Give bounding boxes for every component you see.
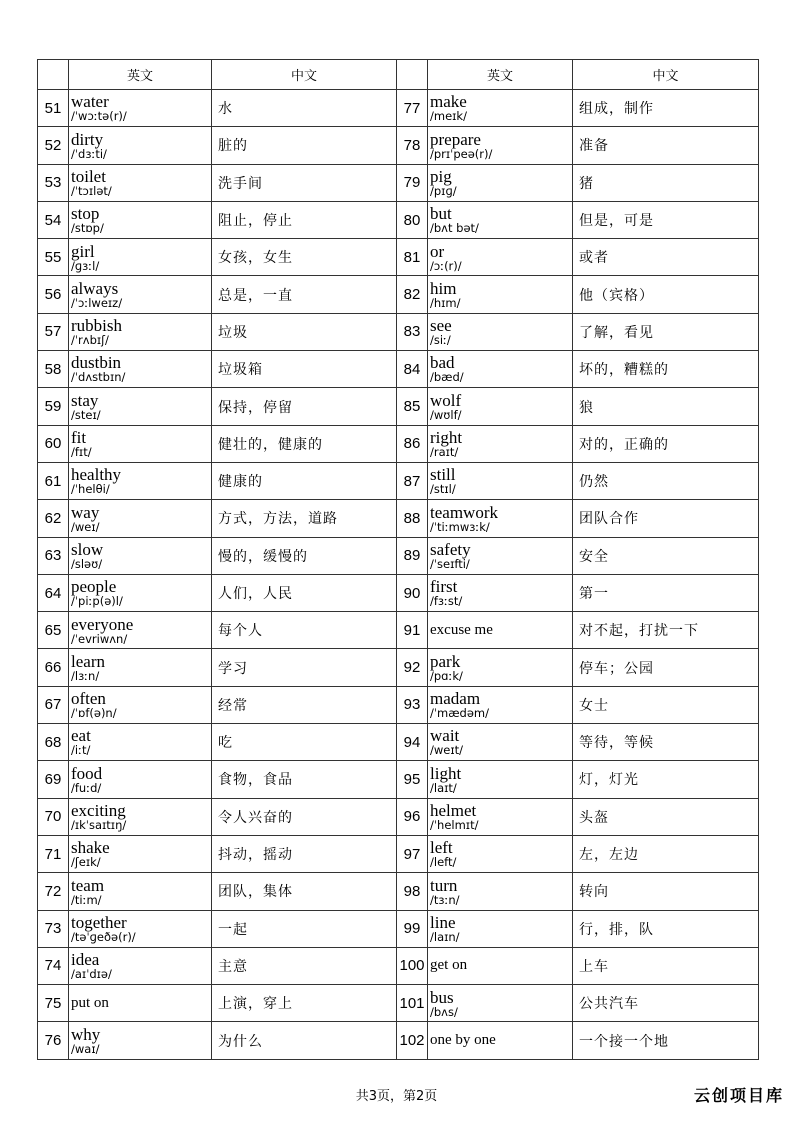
english-word: left: [430, 838, 453, 858]
table-row: [38, 686, 759, 723]
entry-number: 90: [397, 574, 428, 611]
english-word: stop: [71, 204, 100, 224]
entry-english-cell: [69, 425, 212, 462]
chinese-meaning: 他（宾格）: [573, 276, 759, 313]
entry-number: 51: [38, 90, 69, 127]
entry-number: 68: [38, 724, 69, 761]
phonetic: /ˈseɪfti/: [430, 556, 470, 571]
english-word: light: [430, 763, 462, 783]
phonetic: /bʌs/: [430, 1004, 458, 1019]
phonetic: /ɪkˈsaɪtɪŋ/: [71, 818, 127, 833]
chinese-meaning: 对不起，打扰一下: [573, 612, 759, 649]
phonetic: /fuːd/: [71, 780, 102, 795]
phonetic: /hɪm/: [430, 295, 461, 310]
table-row: [38, 239, 759, 276]
entry-number: 86: [397, 425, 428, 462]
table-row: [38, 761, 759, 798]
chinese-meaning: 头盔: [573, 798, 759, 835]
entry-english-cell: [428, 239, 573, 276]
phonetic: /ˈtiːmwɜːk/: [430, 519, 490, 534]
phonetic: /siː/: [430, 333, 451, 348]
entry-english-cell: [428, 798, 573, 835]
chinese-meaning: 洗手间: [212, 164, 397, 201]
entry-number: 73: [38, 910, 69, 947]
english-word: excuse me: [430, 621, 493, 638]
entry-number: 72: [38, 873, 69, 910]
table-row: [38, 201, 759, 238]
english-word: still: [430, 465, 456, 485]
entry-number: 77: [397, 90, 428, 127]
header-chinese-right: 中文: [573, 60, 759, 90]
entry-english-cell: [428, 686, 573, 723]
table-row: [38, 835, 759, 872]
table-header: [38, 60, 759, 90]
english-word: food: [71, 763, 103, 783]
english-word: bad: [430, 353, 455, 373]
entry-english-cell: [428, 873, 573, 910]
chinese-meaning: 仍然: [573, 462, 759, 499]
entry-english-cell: [428, 761, 573, 798]
entry-english-cell: [428, 500, 573, 537]
english-word: park: [430, 651, 461, 671]
table-row: [38, 164, 759, 201]
entry-english-cell: [69, 388, 212, 425]
chinese-meaning: 吃: [212, 724, 397, 761]
entry-number: 70: [38, 798, 69, 835]
entry-english-cell: [69, 798, 212, 835]
entry-number: 65: [38, 612, 69, 649]
english-word: slow: [71, 539, 104, 559]
chinese-meaning: 人们，人民: [212, 574, 397, 611]
english-word: but: [430, 204, 452, 224]
chinese-meaning: 团队，集体: [212, 873, 397, 910]
table-row: [38, 276, 759, 313]
english-word: madam: [430, 689, 481, 709]
table-row: [38, 537, 759, 574]
chinese-meaning: 上演，穿上: [212, 985, 397, 1022]
chinese-meaning: 了解，看见: [573, 313, 759, 350]
entry-number: 101: [397, 985, 428, 1022]
entry-number: 82: [397, 276, 428, 313]
chinese-meaning: 上车: [573, 947, 759, 984]
table-row: [38, 947, 759, 984]
entry-number: 87: [397, 462, 428, 499]
entry-english-cell: [428, 835, 573, 872]
phonetic: /laɪn/: [430, 929, 460, 944]
phonetic: /stɪl/: [430, 482, 456, 497]
chinese-meaning: 猪: [573, 164, 759, 201]
english-word: team: [71, 875, 105, 895]
english-word: girl: [71, 241, 95, 261]
english-word: or: [430, 241, 445, 261]
entry-number: 98: [397, 873, 428, 910]
chinese-meaning: 脏的: [212, 127, 397, 164]
english-word: see: [430, 316, 452, 336]
english-word: one by one: [430, 1032, 496, 1049]
entry-english-cell: [428, 1022, 573, 1059]
phonetic: /sləʊ/: [71, 556, 103, 571]
english-word: make: [430, 92, 467, 112]
entry-english-cell: [69, 276, 212, 313]
english-word: way: [71, 502, 100, 522]
table-row: [38, 127, 759, 164]
header-chinese-left: 中文: [212, 60, 397, 90]
entry-number: 71: [38, 835, 69, 872]
entry-english-cell: [69, 686, 212, 723]
phonetic: /ˈhelθi/: [71, 482, 110, 497]
entry-english-cell: [69, 351, 212, 388]
brand-watermark: 云创项目库: [694, 1086, 785, 1105]
table-row: [38, 351, 759, 388]
table-row: [38, 500, 759, 537]
chinese-meaning: 主意: [212, 947, 397, 984]
entry-number: 62: [38, 500, 69, 537]
phonetic: /laɪt/: [430, 780, 457, 795]
entry-english-cell: [428, 574, 573, 611]
english-word: eat: [71, 726, 91, 746]
chinese-meaning: 停车；公园: [573, 649, 759, 686]
entry-number: 55: [38, 239, 69, 276]
phonetic: /lɜːn/: [71, 668, 100, 683]
english-word: people: [71, 577, 117, 597]
chinese-meaning: 狼: [573, 388, 759, 425]
chinese-meaning: 垃圾: [212, 313, 397, 350]
english-word: helmet: [430, 801, 477, 821]
entry-english-cell: [428, 201, 573, 238]
phonetic: /tɜːn/: [430, 892, 460, 907]
entry-english-cell: [69, 985, 212, 1022]
entry-number: 100: [397, 947, 428, 984]
phonetic: /fɜːst/: [430, 594, 463, 609]
entry-number: 91: [397, 612, 428, 649]
entry-number: 81: [397, 239, 428, 276]
entry-english-cell: [69, 90, 212, 127]
table-row: [38, 462, 759, 499]
english-word: dustbin: [71, 353, 122, 373]
table-row: [38, 985, 759, 1022]
chinese-meaning: 女孩，女生: [212, 239, 397, 276]
entry-number: 74: [38, 947, 69, 984]
english-word: bus: [430, 987, 454, 1007]
english-word: always: [71, 278, 119, 298]
chinese-meaning: 左，左边: [573, 835, 759, 872]
entry-number: 66: [38, 649, 69, 686]
phonetic: /wʊlf/: [430, 407, 462, 422]
phonetic: /pɑːk/: [430, 668, 463, 683]
entry-number: 59: [38, 388, 69, 425]
english-word: why: [71, 1024, 101, 1044]
chinese-meaning: 令人兴奋的: [212, 798, 397, 835]
entry-english-cell: [428, 313, 573, 350]
entry-number: 61: [38, 462, 69, 499]
chinese-meaning: 健康的: [212, 462, 397, 499]
entry-number: 58: [38, 351, 69, 388]
chinese-meaning: 水: [212, 90, 397, 127]
phonetic: /ˈɔːlweɪz/: [71, 295, 123, 310]
entry-english-cell: [428, 90, 573, 127]
entry-english-cell: [69, 947, 212, 984]
entry-number: 67: [38, 686, 69, 723]
entry-english-cell: [69, 313, 212, 350]
english-word: get on: [430, 957, 468, 974]
entry-english-cell: [69, 724, 212, 761]
phonetic: /tiːm/: [71, 892, 102, 907]
chinese-meaning: 一个接一个地: [573, 1022, 759, 1059]
header-num-right: [397, 60, 428, 90]
english-word: turn: [430, 875, 458, 895]
phonetic: /steɪ/: [71, 407, 101, 422]
entry-number: 99: [397, 910, 428, 947]
english-word: shake: [71, 838, 110, 858]
entry-number: 56: [38, 276, 69, 313]
phonetic: /ɔː(r)/: [430, 258, 462, 273]
phonetic: /ˈtɔɪlət/: [71, 183, 112, 198]
phonetic: /ˈmædəm/: [430, 706, 489, 721]
english-word: prepare: [430, 129, 481, 149]
phonetic: /stɒp/: [71, 221, 104, 236]
entry-english-cell: [428, 425, 573, 462]
header-english-right: 英文: [428, 60, 573, 90]
phonetic: /weɪ/: [71, 519, 100, 534]
entry-number: 52: [38, 127, 69, 164]
entry-english-cell: [69, 1022, 212, 1059]
english-word: stay: [71, 390, 99, 410]
table-row: [38, 388, 759, 425]
entry-number: 64: [38, 574, 69, 611]
entry-number: 76: [38, 1022, 69, 1059]
table-row: [38, 313, 759, 350]
english-word: fit: [71, 428, 87, 448]
table-row: [38, 724, 759, 761]
entry-number: 97: [397, 835, 428, 872]
phonetic: /bʌt bət/: [430, 221, 479, 236]
entry-english-cell: [69, 201, 212, 238]
phonetic: /ʃeɪk/: [71, 855, 101, 870]
english-word: safety: [430, 539, 471, 559]
english-word: teamwork: [430, 502, 498, 522]
entry-english-cell: [69, 164, 212, 201]
entry-english-cell: [69, 761, 212, 798]
table-row: [38, 873, 759, 910]
entry-english-cell: [69, 873, 212, 910]
chinese-meaning: 一起: [212, 910, 397, 947]
entry-number: 93: [397, 686, 428, 723]
chinese-meaning: 女士: [573, 686, 759, 723]
table-row: [38, 90, 759, 127]
phonetic: /ˈɒf(ə)n/: [71, 706, 117, 721]
entry-english-cell: [69, 239, 212, 276]
chinese-meaning: 转向: [573, 873, 759, 910]
phonetic: /left/: [430, 855, 457, 870]
english-word: healthy: [71, 465, 122, 485]
chinese-meaning: 灯，灯光: [573, 761, 759, 798]
chinese-meaning: 但是，可是: [573, 201, 759, 238]
chinese-meaning: 方式，方法，道路: [212, 500, 397, 537]
chinese-meaning: 坏的，糟糕的: [573, 351, 759, 388]
english-word: dirty: [71, 129, 104, 149]
english-word: rubbish: [71, 316, 122, 336]
page-number: 共3页，第2页: [355, 1089, 438, 1104]
chinese-meaning: 团队合作: [573, 500, 759, 537]
chinese-meaning: 安全: [573, 537, 759, 574]
table-row: [38, 798, 759, 835]
phonetic: /təˈɡeðə(r)/: [71, 929, 136, 944]
chinese-meaning: 对的，正确的: [573, 425, 759, 462]
chinese-meaning: 抖动，摇动: [212, 835, 397, 872]
table-row: [38, 649, 759, 686]
english-word: wait: [430, 726, 460, 746]
phonetic: /meɪk/: [430, 109, 467, 124]
chinese-meaning: 等待，等候: [573, 724, 759, 761]
table-row: [38, 612, 759, 649]
phonetic: /ɡɜːl/: [71, 258, 100, 273]
entry-number: 80: [397, 201, 428, 238]
entry-number: 54: [38, 201, 69, 238]
chinese-meaning: 经常: [212, 686, 397, 723]
phonetic: /ˈhelmɪt/: [430, 818, 479, 833]
entry-english-cell: [69, 537, 212, 574]
entry-english-cell: [428, 537, 573, 574]
english-word: often: [71, 689, 106, 709]
english-word: first: [430, 577, 458, 597]
entry-english-cell: [69, 612, 212, 649]
chinese-meaning: 保持，停留: [212, 388, 397, 425]
table-row: [38, 910, 759, 947]
table-row: [38, 1022, 759, 1059]
chinese-meaning: 总是，一直: [212, 276, 397, 313]
entry-english-cell: [428, 276, 573, 313]
phonetic: /ˈrʌbɪʃ/: [71, 333, 109, 348]
entry-english-cell: [69, 462, 212, 499]
english-word: pig: [430, 166, 452, 186]
entry-english-cell: [69, 649, 212, 686]
chinese-meaning: 为什么: [212, 1022, 397, 1059]
english-word: line: [430, 912, 456, 932]
chinese-meaning: 或者: [573, 239, 759, 276]
phonetic: /raɪt/: [430, 445, 459, 460]
entry-english-cell: [69, 127, 212, 164]
entry-english-cell: [69, 835, 212, 872]
entry-english-cell: [69, 910, 212, 947]
table-row: [38, 425, 759, 462]
entry-number: 53: [38, 164, 69, 201]
phonetic: /ˈdɜːti/: [71, 146, 107, 161]
english-word: right: [430, 428, 463, 448]
chinese-meaning: 学习: [212, 649, 397, 686]
entry-number: 96: [397, 798, 428, 835]
entry-number: 88: [397, 500, 428, 537]
table-body: [38, 90, 759, 1060]
entry-english-cell: [428, 388, 573, 425]
entry-english-cell: [428, 351, 573, 388]
chinese-meaning: 健壮的，健康的: [212, 425, 397, 462]
english-word: exciting: [71, 801, 126, 821]
phonetic: /aɪˈdɪə/: [71, 967, 112, 982]
english-word: toilet: [71, 166, 106, 186]
english-word: everyone: [71, 614, 134, 634]
entry-english-cell: [428, 164, 573, 201]
entry-english-cell: [428, 649, 573, 686]
phonetic: /ˈwɔːtə(r)/: [71, 109, 127, 124]
entry-number: 78: [397, 127, 428, 164]
entry-number: 63: [38, 537, 69, 574]
english-word: water: [71, 92, 109, 112]
entry-english-cell: [428, 947, 573, 984]
entry-number: 69: [38, 761, 69, 798]
chinese-meaning: 阻止，停止: [212, 201, 397, 238]
entry-english-cell: [428, 462, 573, 499]
chinese-meaning: 公共汽车: [573, 985, 759, 1022]
english-word: put on: [71, 994, 109, 1011]
english-word: him: [430, 278, 457, 298]
table-row: [38, 574, 759, 611]
phonetic: /ˈpiːp(ə)l/: [71, 594, 123, 609]
entry-english-cell: [428, 985, 573, 1022]
header-num-left: [38, 60, 69, 90]
phonetic: /fɪt/: [71, 445, 92, 460]
entry-number: 84: [397, 351, 428, 388]
phonetic: /pɪɡ/: [430, 183, 457, 198]
chinese-meaning: 组成，制作: [573, 90, 759, 127]
chinese-meaning: 行，排，队: [573, 910, 759, 947]
entry-english-cell: [428, 724, 573, 761]
entry-number: 57: [38, 313, 69, 350]
english-word: learn: [71, 651, 105, 671]
entry-number: 79: [397, 164, 428, 201]
phonetic: /ˈdʌstbɪn/: [71, 370, 126, 385]
phonetic: /ˈevriwʌn/: [71, 631, 128, 646]
english-word: together: [71, 912, 127, 932]
entry-number: 92: [397, 649, 428, 686]
phonetic: /iːt/: [71, 743, 91, 758]
header-english-left: 英文: [69, 60, 212, 90]
phonetic: /prɪˈpeə(r)/: [430, 146, 493, 161]
phonetic: /bæd/: [430, 370, 464, 385]
entry-number: 89: [397, 537, 428, 574]
entry-english-cell: [69, 574, 212, 611]
english-word: idea: [71, 950, 100, 970]
chinese-meaning: 垃圾箱: [212, 351, 397, 388]
chinese-meaning: 食物，食品: [212, 761, 397, 798]
chinese-meaning: 每个人: [212, 612, 397, 649]
phonetic: /waɪ/: [71, 1041, 100, 1056]
entry-english-cell: [428, 910, 573, 947]
chinese-meaning: 第一: [573, 574, 759, 611]
entry-number: 85: [397, 388, 428, 425]
vocabulary-table: [37, 59, 759, 1060]
entry-number: 60: [38, 425, 69, 462]
entry-number: 102: [397, 1022, 428, 1059]
chinese-meaning: 慢的，缓慢的: [212, 537, 397, 574]
chinese-meaning: 准备: [573, 127, 759, 164]
english-word: wolf: [430, 390, 462, 410]
entry-english-cell: [428, 612, 573, 649]
entry-number: 83: [397, 313, 428, 350]
phonetic: /weɪt/: [430, 743, 464, 758]
entry-english-cell: [428, 127, 573, 164]
entry-number: 75: [38, 985, 69, 1022]
entry-number: 94: [397, 724, 428, 761]
entry-number: 95: [397, 761, 428, 798]
entry-english-cell: [69, 500, 212, 537]
